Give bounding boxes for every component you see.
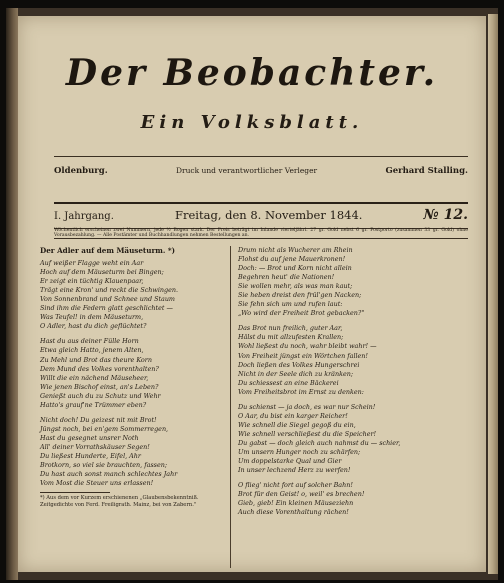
poem-line: Vom Freiheitsbrot im Ernst zu denken: — [238, 387, 364, 396]
poem-line: Du hast auch sonst manch schlechtes Jahr — [40, 470, 178, 479]
poem-line: Du ließest Hunderte, Eifel, Ahr — [40, 451, 141, 460]
poem-line: Zu Mehl und Brot das theure Korn — [40, 355, 152, 364]
poem-line: Du schienst — ja doch, es war nur Schein! — [238, 402, 376, 411]
stanza — [40, 337, 228, 409]
book-spine — [6, 8, 18, 580]
column-divider — [230, 246, 231, 568]
poem-line: O flieg' nicht fort auf solcher Bahn! — [238, 481, 353, 490]
poem-line: Brot für den Geist! o, weil' es brechen! — [238, 490, 365, 499]
left-column — [40, 246, 228, 509]
poem-line: Das Brot nun freilich, guter Aar, — [238, 324, 343, 333]
rule — [54, 238, 468, 239]
poem-line: Doch ließen des Volkes Hungerschrei — [238, 360, 360, 369]
poem-line: Was Teufel! in dem Mäuseturm, — [40, 313, 144, 322]
stanza — [40, 259, 228, 331]
poem-line: Von Freiheit jüngst ein Wörtchen fallen! — [238, 351, 368, 360]
poem-line: Du gabst — doch gleich auch nahmst du — schier, — [238, 438, 401, 447]
poem-line: Hast du aus deiner Fülle Horn — [40, 337, 139, 346]
poem-line: Von Sonnenbrand und Schnee und Staum — [40, 295, 175, 304]
poem-line: Sie heben dreist den frül'gen Nacken; — [238, 291, 362, 300]
newspaper-page — [18, 16, 486, 572]
poem-line: Vom Most die Steuer uns erlassen! — [40, 479, 154, 488]
poem-line: Sie wollen mehr, als was man kaut; — [238, 282, 353, 291]
publication-place: Oldenburg. — [54, 166, 108, 176]
footnote: *) Aus dem vor Kurzem erschienenen „Glaubensbekenntniß. Zeitgedichte von Ferd. Freiligrath. Mainz, bei von Zabern." — [40, 495, 199, 508]
printer-note: Druck und verantwortlicher Verleger — [175, 166, 318, 175]
poem-line: Etwa gleich Hatto, jenem Alten, — [40, 346, 144, 355]
stanza — [238, 324, 438, 396]
poem-line: Jüngst noch, bei en'gem Sommerregen, — [40, 424, 169, 433]
poem-line: Sie fehn sich um und rufen laut: — [238, 300, 343, 309]
poem-line: Um doppelstarke Qual und Gier — [238, 457, 342, 466]
poem-line: All' deiner Vorrathskäuser Segen! — [40, 442, 150, 451]
publisher-name: Gerhard Stalling. — [385, 166, 468, 176]
poem-line: Wohl ließest du noch, wahr bleibt wahr! — — [238, 342, 377, 351]
poem-line: Auch diese Vorenthaltung rächen! — [238, 508, 349, 517]
page-edge — [488, 14, 498, 574]
masthead-title: Der Beobachter. — [65, 52, 439, 94]
issue-number: № 12. — [423, 207, 468, 223]
rule — [54, 202, 468, 204]
poem-line: Begehren heut' die Nationen! — [238, 273, 335, 282]
stanza — [238, 246, 438, 318]
poem-line: Genießt auch du zu Schutz und Wehr — [40, 391, 161, 400]
subscription-notice: Wöchentlich erscheinen zwei Nummern, jede ½ Bogen stark. Der Preis beträgt im Inlande vierteljährl. 27 gr. Gold nebst 6 gr. Postporto (zusammen 33 gr. Gold) ohne Vorausbezahlung. — Alle Postämter und Buchhandlungen nehmen Bestellungen an. — [54, 228, 468, 239]
poem-line: Auf weißer Flagge weht ein Aar — [40, 259, 144, 268]
masthead-subtitle: Ein Volksblatt. — [140, 112, 364, 133]
poem-line: Trägt eine Kron' und reckt die Schwingen. — [40, 286, 179, 295]
poem-line: Er zeigt ein tüchtig Klauenpaar, — [40, 277, 144, 286]
poem-line: Dem Mund des Volkes vorenthalten? — [40, 364, 159, 373]
rule — [54, 156, 468, 157]
poem-line: Flohst du auf jene Mauerkronen! — [238, 255, 346, 264]
poem-line: O Aar, du bist ein karger Reicher! — [238, 411, 348, 420]
poem-line: „Wo wird der Freiheit Brot gebacken?" — [238, 309, 365, 318]
poem-line: Drum nicht als Wucherer am Rhein — [238, 246, 353, 254]
poem-title: Der Adler auf dem Mäuseturm. *) — [40, 246, 176, 255]
poem-line: Sind ihm die Federn glatt geschlichtet — — [40, 304, 173, 313]
poem-line: Um unsern Hunger noch zu schärfen; — [238, 447, 361, 456]
poem-line: Nicht doch! Du geizest nit mit Brot! — [40, 415, 157, 424]
issue-date: Freitag, den 8. November 1844. — [175, 208, 363, 222]
poem-line: Hoch auf dem Mäuseturm bei Bingen; — [40, 268, 164, 277]
volume: I. Jahrgang. — [54, 211, 114, 222]
footnote-rule — [40, 492, 110, 493]
poem-line: Wie schnell verschließest du die Speicher! — [238, 429, 377, 438]
right-column — [238, 246, 438, 517]
poem-line: In unser lechzend Herz zu werfen! — [238, 466, 351, 475]
poem-line: Doch: — Brot und Korn nicht allein — [238, 264, 352, 273]
poem-line: Hatto's grauf'ne Trümmer eben? — [40, 400, 147, 409]
stanza — [238, 481, 438, 517]
publication-row — [54, 166, 468, 176]
poem-line: Hälst du mit allzufesten Krallen; — [238, 333, 344, 342]
poem-line: Brotkorn, so viel sie brauchten, fassen; — [40, 461, 168, 470]
stanza — [238, 403, 438, 475]
poem-line: Gieb, gieb! Ein kleinen Mäuseziehn — [238, 499, 354, 508]
poem-line: Nicht in der Seele dich zu kränken; — [238, 369, 354, 378]
issue-row — [54, 207, 468, 223]
stanza — [40, 416, 228, 488]
poem-line: Du schiessest an eine Bäckerei — [238, 378, 339, 387]
poem-line: Hast du gesegnet unsrer Noth — [40, 433, 139, 442]
poem-line: Wie schnell die Siegel gegoß du ein, — [238, 420, 356, 429]
poem-line: Willt die ein nächend Mäuseheer, — [40, 373, 149, 382]
poem-line: O Adler, hast du dich geflüchtet? — [40, 322, 147, 331]
poem-line: Wie jenen Bischof einst, an's Leben? — [40, 382, 159, 391]
